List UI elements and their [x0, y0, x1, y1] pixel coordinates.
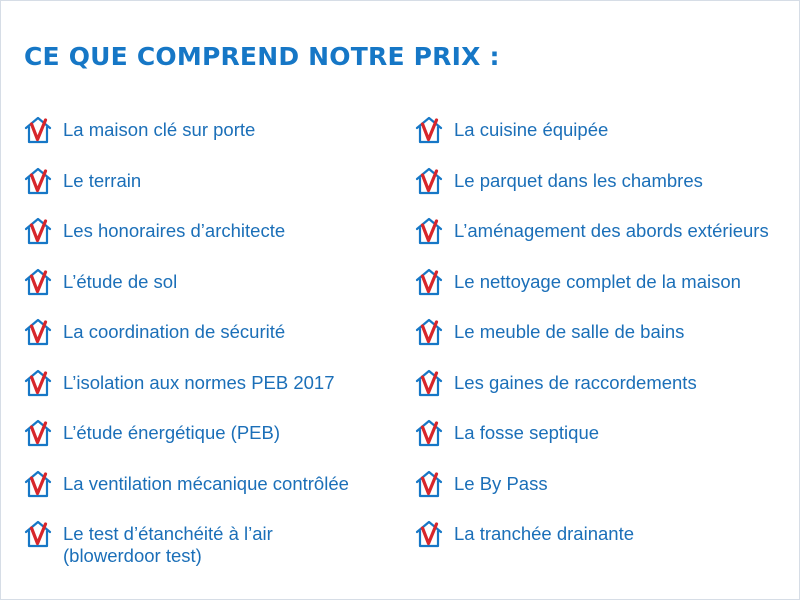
list-item-label: La tranchée drainante	[454, 523, 634, 544]
house-check-icon	[23, 317, 53, 347]
list-item-label: Les gaines de raccordements	[454, 371, 697, 393]
list-item-label: Le parquet dans les chambres	[454, 169, 703, 191]
list-item-label: La fosse septique	[454, 422, 600, 443]
house-check-icon	[414, 368, 444, 398]
house-check-icon	[414, 519, 444, 549]
list-item-label: La cuisine équipée	[454, 119, 609, 140]
house-check-icon	[23, 368, 53, 398]
house-check-icon	[414, 469, 444, 499]
house-check-icon	[23, 469, 53, 499]
house-check-icon	[414, 317, 444, 347]
list-item-label: Le terrain	[63, 169, 142, 191]
house-check-icon	[23, 216, 53, 246]
list-item-label: L’isolation aux normes PEB 2017	[63, 371, 335, 393]
list-item-label: La coordination de sécurité	[63, 321, 286, 342]
house-check-icon	[414, 418, 444, 448]
house-check-icon	[414, 267, 444, 297]
list-item-label: Les honoraires d’architecte	[63, 220, 286, 241]
list-item-label: Le meuble de salle de bains	[454, 321, 685, 342]
house-check-icon	[23, 418, 53, 448]
list-item-label: L’étude de sol	[63, 270, 178, 292]
list-item-label: L’aménagement des abords extérieurs	[454, 220, 769, 241]
house-check-icon	[23, 115, 53, 145]
house-check-icon	[414, 216, 444, 246]
house-check-icon	[23, 166, 53, 196]
list-item-label: La ventilation mécanique contrôlée	[63, 472, 349, 494]
house-check-icon	[23, 519, 53, 549]
house-check-icon	[414, 115, 444, 145]
page-title: CE QUE COMPREND NOTRE PRIX :	[24, 42, 500, 71]
list-item-label: Le test d’étanchéité à l’air (blowerdoor test)	[63, 523, 273, 566]
house-check-icon	[414, 166, 444, 196]
house-check-icon	[23, 267, 53, 297]
list-item-label: Le nettoyage complet de la maison	[454, 270, 741, 292]
list-item-label: L’étude énergétique (PEB)	[63, 422, 281, 443]
list-item-label: Le By Pass	[454, 472, 548, 494]
list-item-label: La maison clé sur porte	[63, 119, 256, 140]
